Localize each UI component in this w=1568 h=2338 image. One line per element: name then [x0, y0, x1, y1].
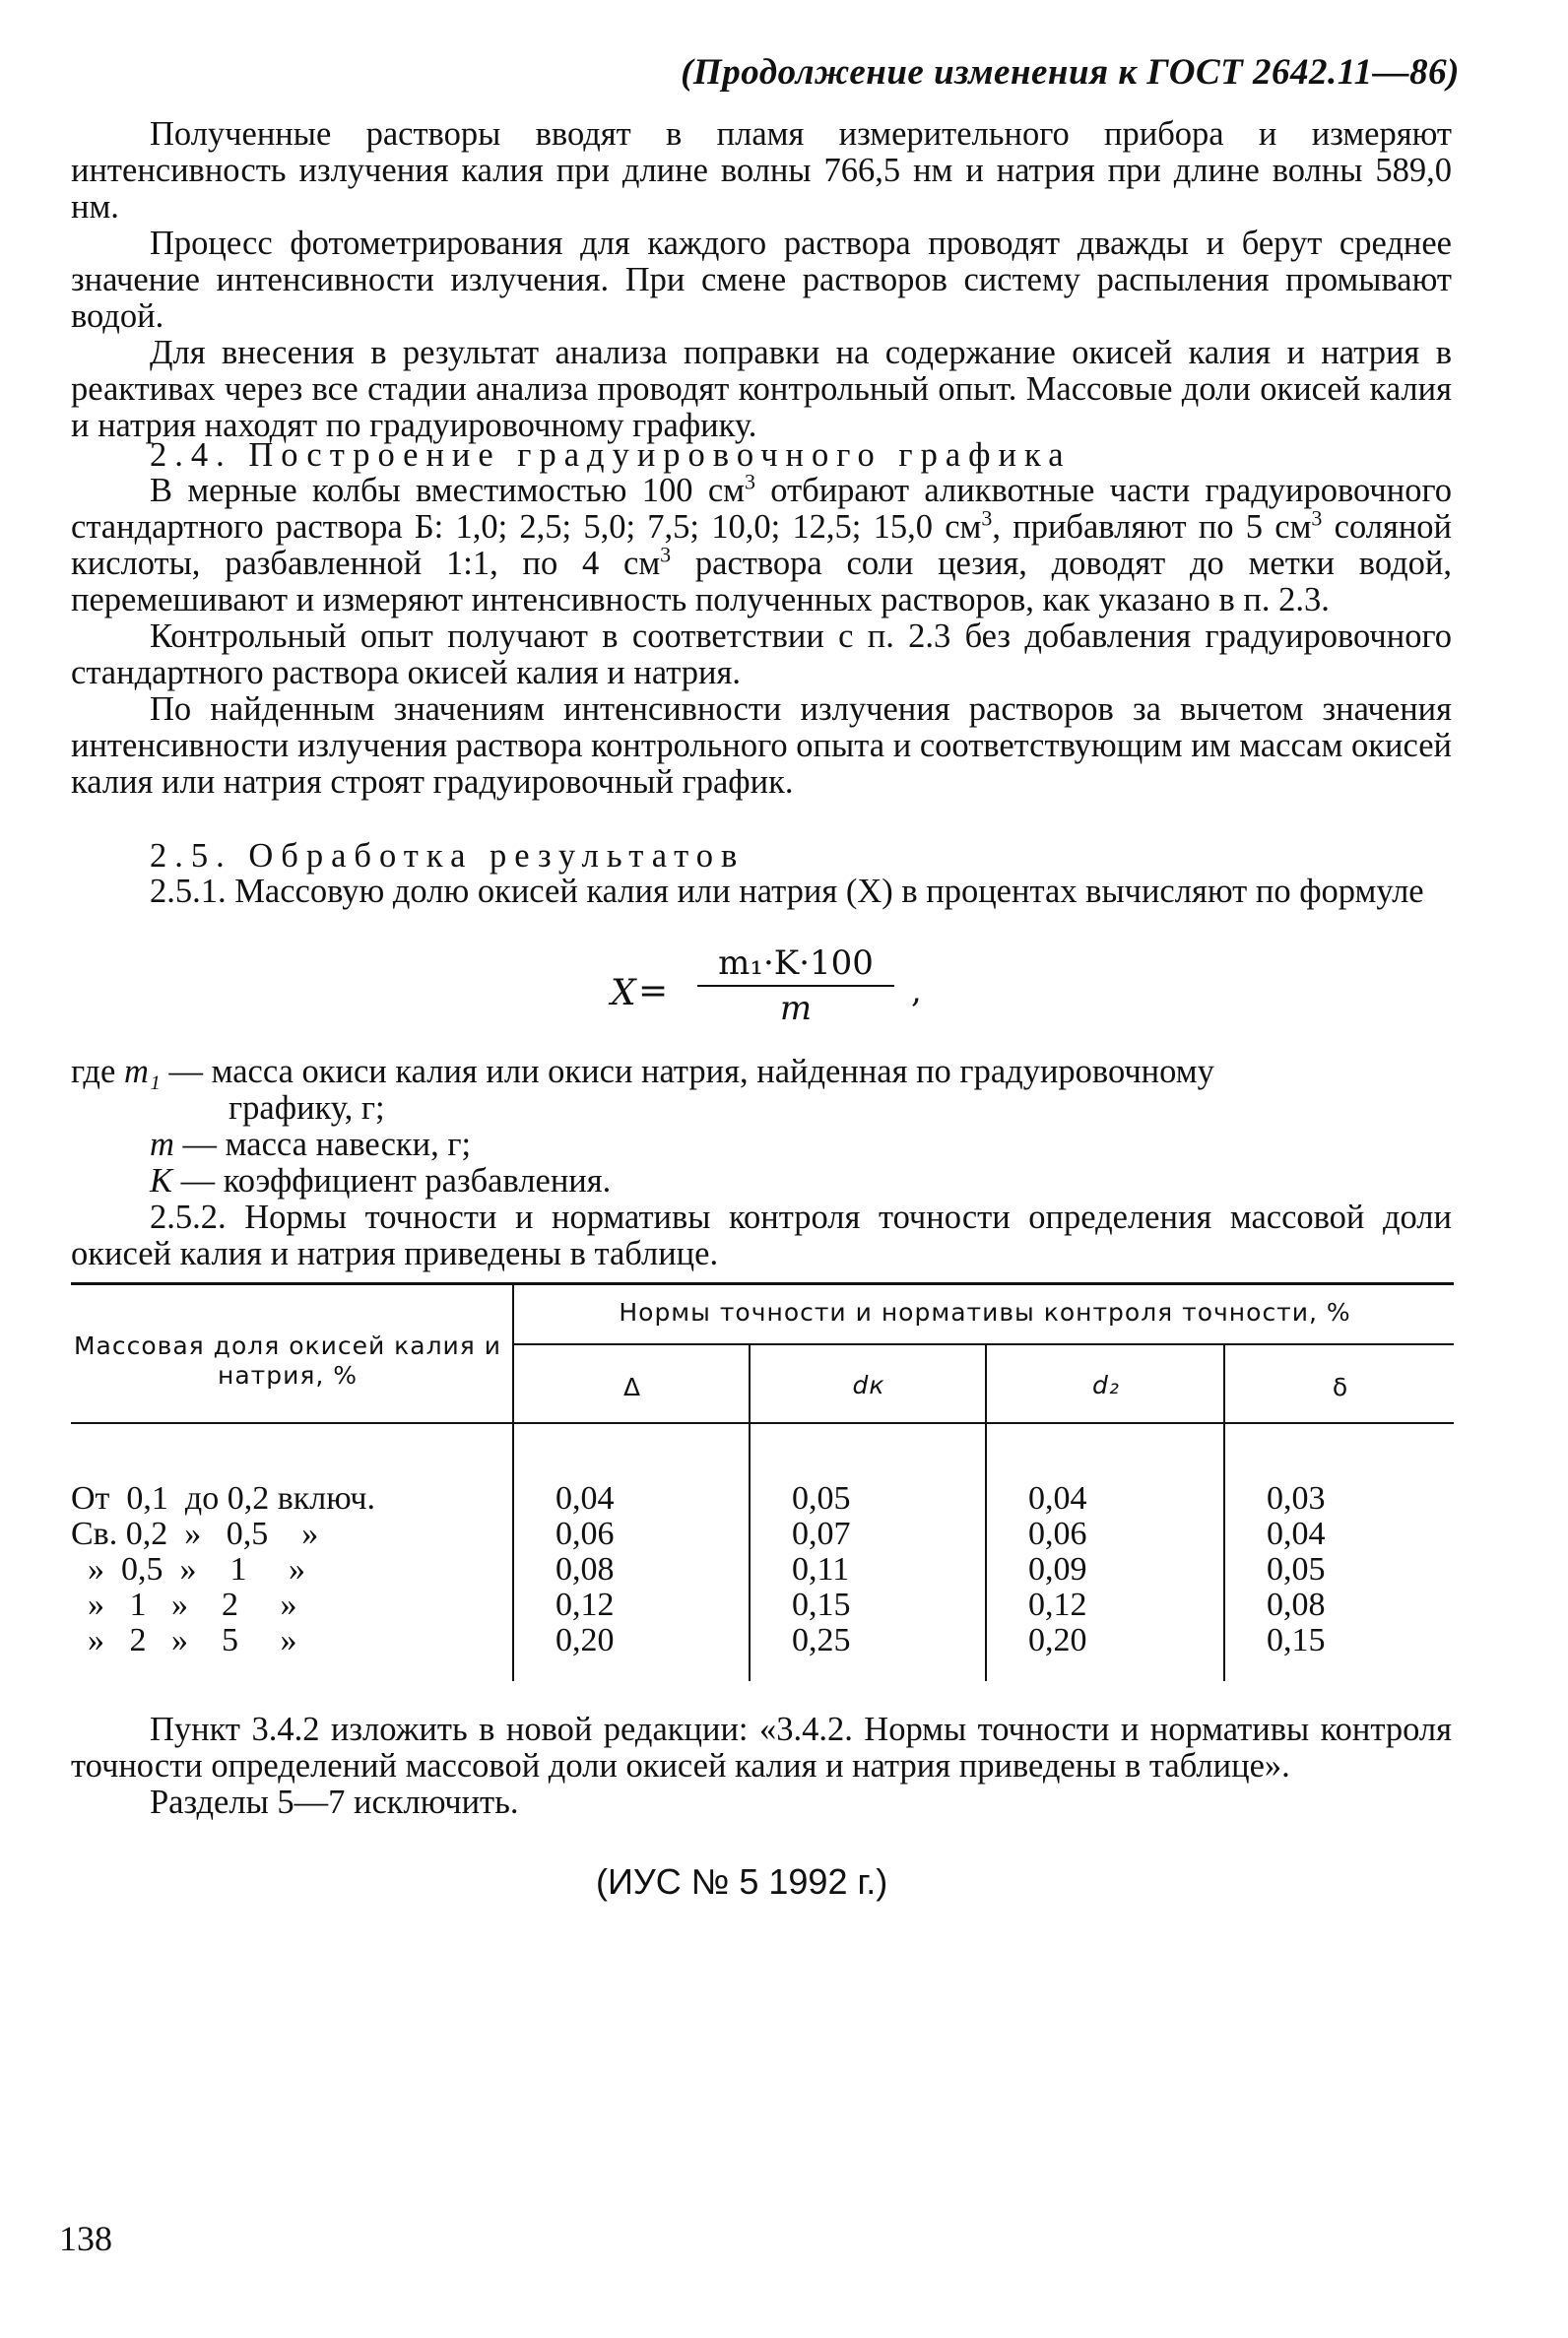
paragraph-punkt: Пункт 3.4.2 изложить в новой редакции: «3.4.2. Нормы точности и нормативы контроля точности определений массовой доли окисей калия и натрия приведены в таблице». [71, 1711, 1452, 1785]
sup-3-c: 3 [1311, 505, 1323, 531]
table-cell: 0,09 [1028, 1551, 1087, 1588]
table-group-rule [512, 1343, 1454, 1345]
table-cell: 0,04 [555, 1480, 615, 1517]
definition-text: — масса окиси калия или окиси натрия, найденная по градуировочному [160, 1053, 1214, 1090]
formula-denominator: m [779, 989, 813, 1028]
precision-table [71, 1282, 1454, 1681]
section-heading-2-4: 2.4. Построение градуировочного графика [150, 436, 1072, 474]
table-subheader-dk: dк [852, 1371, 885, 1399]
paragraph-3: Для внесения в результат анализа поправки на содержание окисей калия и натрия в реактивах через все стадии анализа проводят контрольный опыт. Массовые доли окисей калия и натрия находят по градуировочному графику. [71, 334, 1452, 444]
ius-reference: (ИУС № 5 1992 г.) [596, 1861, 888, 1902]
definition-k [71, 1163, 1452, 1200]
table-cell: 0,06 [1028, 1516, 1087, 1552]
table-cell: 0,15 [1267, 1622, 1326, 1658]
table-cell: 0,11 [792, 1551, 850, 1588]
table-group-header: Нормы точности и нормативы контроля точности, % [619, 1298, 1351, 1327]
table-cell: 0,03 [1267, 1480, 1326, 1517]
definition-text: — коэффициент разбавления. [172, 1162, 612, 1200]
table-row-label: » 2 » 5 » [71, 1622, 297, 1658]
sup-3-d: 3 [660, 542, 672, 567]
table-subheader-sigma: δ [1332, 1373, 1349, 1401]
table-cell: 0,12 [555, 1587, 615, 1623]
table-cell: 0,08 [1267, 1587, 1326, 1623]
table-cell: 0,08 [555, 1551, 615, 1588]
table-col0-header: Массовая доля окисей калия и натрия, % [73, 1331, 502, 1390]
section-heading-2-5: 2.5. Обработка результатов [150, 837, 746, 875]
table-cell: 0,12 [1028, 1587, 1087, 1623]
definition-symbol: K [150, 1162, 173, 1200]
table-vline-4 [1223, 1343, 1225, 1681]
definition-m1 [71, 1054, 1452, 1090]
body-text-block-1 [71, 116, 1452, 444]
table-cell: 0,15 [792, 1587, 851, 1623]
table-cell: 0,05 [792, 1480, 851, 1517]
definition-symbol: m₁ [123, 1053, 161, 1090]
table-row-label: От 0,1 до 0,2 включ. [71, 1480, 375, 1517]
paragraph-1: Полученные растворы вводят в пламя измерительного прибора и измеряют интенсивность излучения калия при длине волны 766,5 нм и натрия при длине волны 589,0 нм. [71, 115, 1452, 226]
formula-lhs: X [611, 973, 636, 1013]
table-vline-3 [985, 1343, 987, 1681]
table-cell: 0,20 [1028, 1622, 1087, 1658]
definitions-list [71, 1054, 1452, 1200]
definition-m1-cont [71, 1090, 1452, 1127]
formula-numerator: m₁·K·100 [718, 943, 874, 983]
paragraph-6: По найденным значениям интенсивности излучения растворов за вычетом значения интенсивности излучения раствора контрольного опыта и соответствующим им массам окисей калия или натрия строят градуировочный график. [71, 690, 1452, 801]
body-text-block-2 [71, 469, 1453, 801]
table-cell: 0,06 [555, 1516, 615, 1552]
paragraph-7: 2.5.1. Массовую долю окисей калия или натрия (X) в процентах вычисляют по формуле [150, 873, 1424, 910]
definition-text: — масса навески, г; [173, 1126, 472, 1163]
table-cell: 0,25 [792, 1622, 851, 1658]
definition-prefix: где [71, 1053, 124, 1090]
table-vline-1 [512, 1282, 514, 1681]
sup-3-b: 3 [981, 505, 993, 531]
formula-fraction-bar [697, 985, 894, 987]
definition-m [71, 1127, 1452, 1163]
formula-equals: = [638, 971, 669, 1011]
table-header-rule [71, 1422, 1454, 1424]
formula-comma: , [911, 971, 922, 1010]
p4-part-d: соляной кислоты, разбавленной 1:1, по 4 см [71, 508, 1453, 582]
table-top-rule [71, 1282, 1454, 1285]
p4-part-c: , прибавляют по 5 см [992, 508, 1312, 546]
table-subheader-delta: Δ [622, 1373, 642, 1401]
table-row-label: » 1 » 2 » [71, 1587, 297, 1623]
table-cell: 0,07 [792, 1516, 851, 1552]
definition-symbol: m [150, 1126, 174, 1163]
table-vline-2 [749, 1343, 751, 1681]
table-row-label: Св. 0,2 » 0,5 » [71, 1516, 319, 1552]
table-row-label: » 0,5 » 1 » [71, 1551, 305, 1588]
formula [611, 943, 1044, 1042]
table-subheader-d2: d₂ [1092, 1371, 1120, 1399]
page-header: (Продолжение изменения к ГОСТ 2642.11—86) [681, 52, 1460, 93]
paragraph-4 [71, 469, 1453, 618]
body-text-block-4 [71, 1200, 1452, 1272]
definition-text: графику, г; [229, 1089, 385, 1127]
paragraph-5: Контрольный опыт получают в соответствии с п. 2.3 без добавления градуировочного стандартного раствора окисей калия и натрия. [71, 617, 1452, 691]
paragraph-razdely: Разделы 5—7 исключить. [150, 1784, 519, 1821]
p4-part-b: отбирают аликвотные части градуировочного стандартного раствора Б: 1,0; 2,5; 5,0; 7,5; 10,0; 12,5; 15,0 см [71, 472, 1453, 546]
p4-part-e: раствора соли цезия, доводят до метки водой, перемешивают и измеряют интенсивность полученных растворов, как указано в п. 2.3. [71, 545, 1452, 618]
body-text-block-5 [71, 1712, 1452, 1821]
p4-part-a: В мерные колбы вместимостью 100 см [150, 472, 745, 509]
paragraph-2: Процесс фотометрирования для каждого раствора проводят дважды и берут среднее значение интенсивности излучения. При смене растворов систему распыления промывают водой. [71, 225, 1452, 335]
table-cell: 0,05 [1267, 1551, 1326, 1588]
table-cell: 0,20 [555, 1622, 615, 1658]
page-number: 138 [59, 2219, 112, 2258]
paragraph-2-5-2: 2.5.2. Нормы точности и нормативы контроля точности определения массовой доли окисей калия и натрия приведены в таблице. [71, 1199, 1452, 1272]
body-text-block-3 [71, 874, 1452, 910]
sup-3-a: 3 [744, 469, 755, 494]
table-cell: 0,04 [1267, 1516, 1326, 1552]
table-cell: 0,04 [1028, 1480, 1087, 1517]
